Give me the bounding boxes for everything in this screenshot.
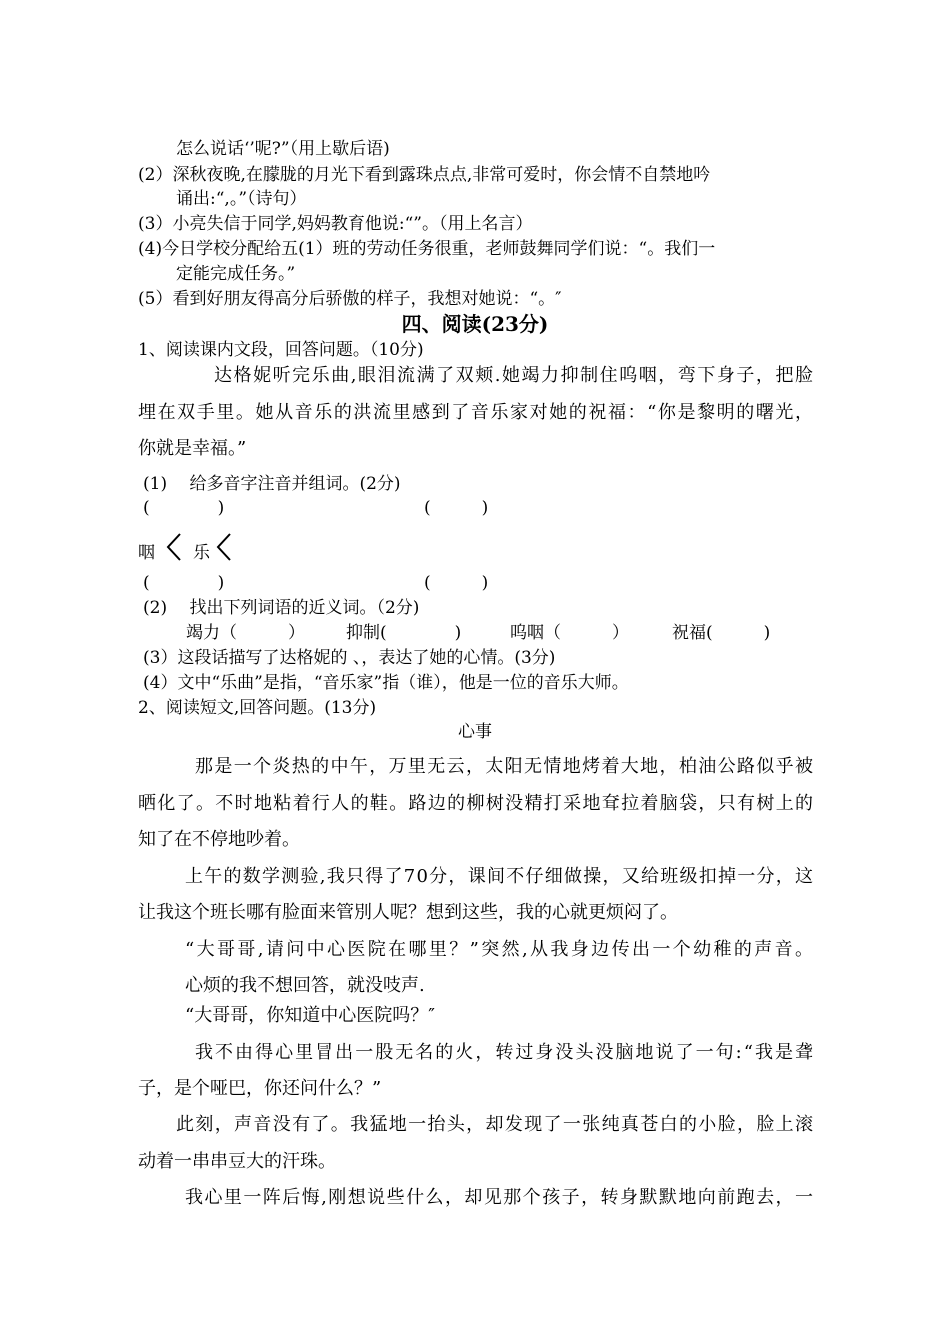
story-line: 心烦的我不想回答，就没吱声. (185, 975, 425, 996)
story-line: 上午的数学测验,我只得了70分，课间不仔细做操，又给班级扣掉一分，这 (185, 866, 815, 887)
story-line: 让我这个班长哪有脸面来管別人呢？想到这些，我的心就更烦闷了。 (138, 902, 678, 923)
story-line: 此刻，声音没有了。我猛地一抬头，却发现了一张纯真苍白的小脸，脸上滚 (176, 1114, 815, 1135)
fill-item-4-continuation: 定能完成任务。” (176, 264, 296, 284)
synonym-item: 竭力（ ） (186, 623, 305, 643)
answer-blank: ( ) (424, 498, 489, 518)
fill-item-2-continuation: 诵出:“,。”（诗句） (176, 189, 307, 209)
brace-icon (164, 532, 184, 562)
reading-2-title: 2、阅读短文,回答问题。(13分) (138, 698, 377, 718)
story-line: 我不由得心里冒出一股无名的火，转过身没头没脑地说了一句:“我是聋 (195, 1042, 816, 1063)
answer-blank: ( ) (143, 573, 225, 593)
story-line: 子，是个哑巴，你还问什么？” (138, 1078, 382, 1099)
story-line: 动着一串串豆大的汗珠。 (138, 1151, 336, 1172)
synonym-item: 祝福( ) (672, 623, 771, 643)
story-title: 心事 (458, 722, 492, 742)
section-heading: 四、阅读(23分) (401, 312, 549, 336)
question-3: (3）这段话描写了达格妮的 、，表达了她的心情。(3分) (143, 648, 556, 668)
story-line: “大哥哥,请问中心医院在哪里？”突然,从我身边传出一个幼稚的声音。 (185, 939, 816, 960)
synonym-item: 呜咽（ ） (510, 623, 629, 643)
answer-blank: ( ) (424, 573, 489, 593)
fill-item-3: (3）小亮失信于同学,妈妈教育他说:“”。（用上名言） (138, 214, 533, 234)
story-line: “大哥哥，你知道中心医院吗？″ (185, 1005, 435, 1026)
polyphone-char-le: 乐 (193, 543, 210, 563)
story-line: 知了在不停地吵着。 (138, 829, 300, 850)
fill-item-2: (2）深秋夜晚,在朦胧的月光下看到露珠点点,非常可爱时，你会情不自禁地吟 (138, 165, 711, 185)
reading-1-passage-line: 达格妮听完乐曲,眼泪流满了双颊.她竭力抑制住呜咽，弯下身子，把脸 (214, 365, 815, 386)
reading-1-title: 1、阅读课内文段，回答问题。（10分) (138, 340, 424, 360)
question-1: (1) 给多音字注音并组词。(2分) (143, 474, 401, 494)
fill-item-5: (5）看到好朋友得高分后骄傲的样子，我想对她说：“。″ (138, 289, 562, 309)
reading-1-passage-line: 你就是幸福。” (138, 438, 247, 459)
story-line: 晒化了。不时地粘着行人的鞋。路边的柳树没精打采地耷拉着脑袋，只有树上的 (138, 793, 815, 814)
fill-item-4: (4)今日学校分配给五(1）班的劳动任务很重，老师鼓舞同学们说：“。我们一 (138, 239, 716, 259)
question-4: (4）文中“乐曲”是指，“音乐家”指（谁），他是一位的音乐大师。 (143, 673, 629, 693)
question-2: (2) 找出下列词语的近义词。（2分) (143, 598, 420, 618)
polyphone-char-yan: 咽 (138, 543, 155, 563)
reading-1-passage-line: 埋在双手里。她从音乐的洪流里感到了音乐家对她的祝福：“你是黎明的曙光， (138, 402, 815, 423)
answer-blank: ( ) (143, 498, 225, 518)
synonym-item: 抑制( ) (346, 623, 462, 643)
fill-item-1-continuation: 怎么说话‘’呢?”（用上歇后语) (176, 139, 390, 159)
story-line: 那是一个炎热的中午，万里无云，太阳无情地烤着大地，柏油公路似乎被 (195, 756, 815, 777)
brace-icon (214, 532, 234, 562)
story-line: 我心里一阵后悔,刚想说些什么，却见那个孩子，转身默默地向前跑去，一 (185, 1187, 815, 1208)
